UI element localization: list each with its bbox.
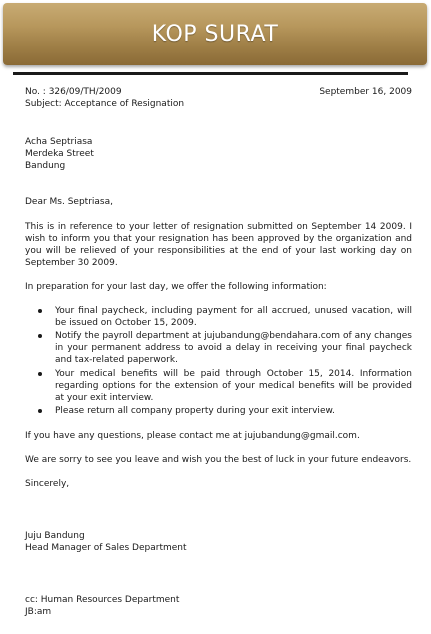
letter-subject: Subject: Acceptance of Resignation	[25, 99, 185, 110]
body-paragraph-4: We are sorry to see you leave and wish you the best of luck in your future endeavors.	[25, 454, 412, 465]
bullet-item: Your final paycheck, including payment for all accrued, unused vacation, will be issued on October 15, 2009.	[45, 305, 412, 329]
cc-line: cc: Human Resources Department	[25, 595, 180, 606]
letterhead-title: KOP SURAT	[151, 21, 279, 47]
body-paragraph-2: In preparation for your last day, we offer the following information:	[25, 281, 327, 292]
recipient-name: Acha Septriasa	[25, 137, 93, 148]
recipient-street: Merdeka Street	[25, 149, 94, 160]
info-bullet-list	[25, 305, 412, 417]
bullet-item: Please return all company property during your exit interview.	[45, 405, 412, 417]
signer-title: Head Manager of Sales Department	[25, 543, 187, 554]
body-paragraph-3: If you have any questions, please contact me at jujubandung@gmail.com.	[25, 430, 360, 441]
meta-row	[25, 86, 412, 98]
signer-name: Juju Bandung	[25, 531, 85, 542]
letterhead-banner	[3, 3, 427, 65]
body-paragraph-1: This is in reference to your letter of resignation submitted on September 14 2009. I wish to inform you that your resignation has been approved by the organization and you will be relieved of your responsibilities at the end of your last working day on September 30 2009.	[25, 221, 412, 268]
letterhead-divider	[13, 72, 408, 75]
letter-number: No. : 326/09/TH/2009	[25, 87, 122, 97]
initials-line: JB:am	[25, 607, 52, 618]
closing: Sincerely,	[25, 479, 70, 490]
bullet-item: Notify the payroll department at jujubandung@bendahara.com of any changes in your permanent address to avoid a delay in receiving your final paycheck and tax-related paperwork.	[45, 330, 412, 366]
letter-date: September 16, 2009	[319, 87, 412, 97]
recipient-city: Bandung	[25, 161, 66, 172]
bullet-item: Your medical benefits will be paid through October 15, 2014. Information regarding options for the extension of your medical benefits will be provided at your exit interview.	[45, 368, 412, 404]
letter-content	[25, 86, 412, 619]
salutation: Dear Ms. Septriasa,	[25, 197, 113, 208]
